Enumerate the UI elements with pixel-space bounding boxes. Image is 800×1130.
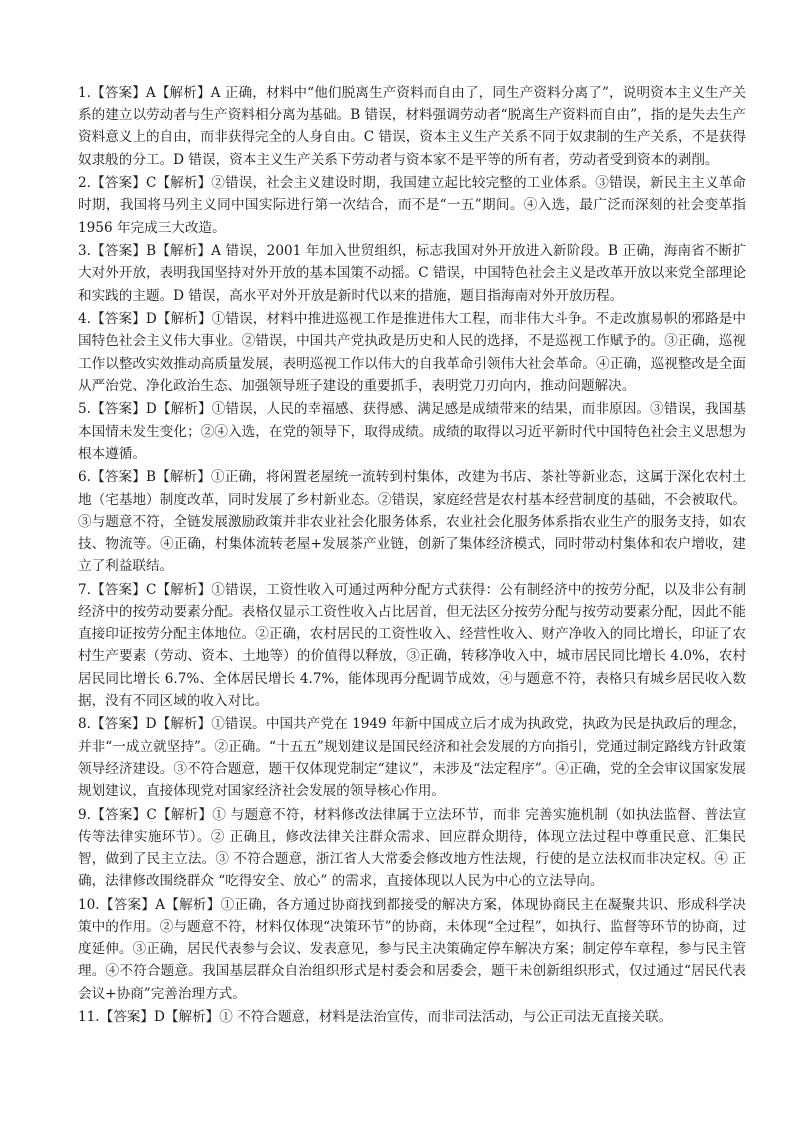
answer-item-10: 10.【答案】A【解析】①正确，各方通过协商找到都接受的解决方案，体现协商民主在凝聚共识、形成科学决策中的作用。②与题意不符，材料仅体现“决策环节”的协商，未体现“全过程”，如执行、监督等环节的协商，过度延伸。③正确，居民代表参与会议、发表意见，参与民主决策确定停车解决方案；制定停车章程，参与民主管理。④不符合题意。我国基层群众自治组织形式是村委会和居委会，题干未创新组织形式，仅过通过“居民代表会议+协商”完善治理方式。	[78, 896, 746, 1002]
answer-item-7: 7.【答案】C【解析】①错误，工资性收入可通过两种分配方式获得：公有制经济中的按劳分配，以及非公有制经济中的按劳动要素分配。表格仅显示工资性收入占比居首，但无法区分按劳分配与按劳动要素分配，因此不能直接印证按劳分配主体地位。②正确，农村居民的工资性收入、经营性收入、财产净收入的同比增长，印证了农村生产要素（劳动、资本、土地等）的价值得以释放，③正确，转移净收入中，城市居民同比增长 4.0%，农村居民同比增长 6.7%、全体居民增长 4.7%，能体现再分配调节成效，④与题意不符，表格只有城乡居民收入数据，没有不同区域的收入对比。	[78, 581, 746, 709]
answer-item-1: 1.【答案】A【解析】A 正确，材料中“他们脱离生产资料而自由了，同生产资料分离了”，说明资本主义生产关系的建立以劳动者与生产资料相分离为基础。B 错误，材料强调劳动者“脱离生产资料而自由”，指的是失去生产资料意义上的自由，而非获得完全的人身自由。C 错误，资本主义生产关系不同于奴隶制的生产关系，不是获得奴隶般的分工。D 错误，资本主义生产关系下劳动者与资本家不是平等的所有者，劳动者受到资本的剥削。	[78, 85, 746, 168]
answer-item-2: 2.【答案】C【解析】②错误，社会主义建设时期，我国建立起比较完整的工业体系。③错误，新民主主义革命时期，我国将马列主义同中国实际进行第一次结合，而不是“一五”期间。④入选，最广泛而深刻的社会变革指 1956 年完成三大改造。	[78, 175, 746, 236]
answer-item-4: 4.【答案】D【解析】①错误，材料中推进巡视工作是推进伟大工程，而非伟大斗争。不走改旗易帜的邪路是中国特色社会主义伟大事业。②错误，中国共产党执政是历史和人民的选择，不是巡视工作赋予的。③正确，巡视工作以整改实效推动高质量发展，表明巡视工作以伟大的自我革命引领伟大社会革命。④正确，巡视整改是全面从严治党、净化政治生态、加强领导班子建设的重要抓手，表明党刀刃向内，推动问题解决。	[78, 311, 746, 394]
answer-item-11: 11.【答案】D【解析】① 不符合题意，材料是法治宣传，而非司法活动，与公正司法无直接关联。	[78, 1009, 673, 1026]
answer-item-6: 6.【答案】B【解析】①正确，将闲置老屋统一流转到村集体，改建为书店、茶社等新业态，这属于深化农村土地（宅基地）制度改革，同时发展了乡村新业态。②错误，家庭经营是农村基本经营制度的基础，不会被取代。③与题意不符，全链发展激励政策并非农业社会化服务体系，农业社会化服务体系指农业生产的服务支持，如农技、物流等。④正确，村集体流转老屋+发展茶产业链，创新了集体经济模式，同时带动村集体和农户增收，建立了利益联结。	[78, 469, 746, 575]
answer-item-3: 3.【答案】B【解析】A 错误，2001 年加入世贸组织，标志我国对外开放进入新阶段。B 正确，海南省不断扩大对外开放，表明我国坚持对外开放的基本国策不动摇。C 错误，中国特色社会主义是改革开放以来党全部理论和实践的主题。D 错误，高水平对外开放是新时代以来的措施，题目指海南对外开放历程。	[78, 243, 746, 304]
answer-item-9: 9.【答案】C【解析】① 与题意不符，材料修改法律属于立法环节，而非 完善实施机制（如执法监督、普法宣传等法律实施环节）。② 正确且，修改法律关注群众需求、回应群众期待，体现立法过程中尊重民意、汇集民智，做到了民主立法。③ 不符合题意，浙江省人大常委会修改地方性法规，行使的是立法权而非决定权。④ 正确，法律修改围绕群众 “吃得安全、放心” 的需求，直接体现以人民为中心的立法导向。	[78, 806, 746, 890]
answer-item-8: 8.【答案】D【解析】①错误。中国共产党在 1949 年新中国成立后才成为执政党，执政为民是执政后的理念，并非“一成立就坚持”。②正确。“十五五”规划建议是国民经济和社会发展的方向指引，党通过制定路线方针政策领导经济建设。③不符合题意，题干仅体现党制定“建议”，未涉及“法定程序”。④正确，党的全会审议国家发展规划建议，直接体现党对国家经济社会发展的领导核心作用。	[78, 716, 746, 800]
answer-item-5: 5.【答案】D【解析】①错误，人民的幸福感、获得感、满足感是成绩带来的结果，而非原因。③错误，我国基本国情未发生变化；②④入选，在党的领导下，取得成绩。成绩的取得以习近平新时代中国特色社会主义思想为根本遵循。	[78, 401, 746, 462]
